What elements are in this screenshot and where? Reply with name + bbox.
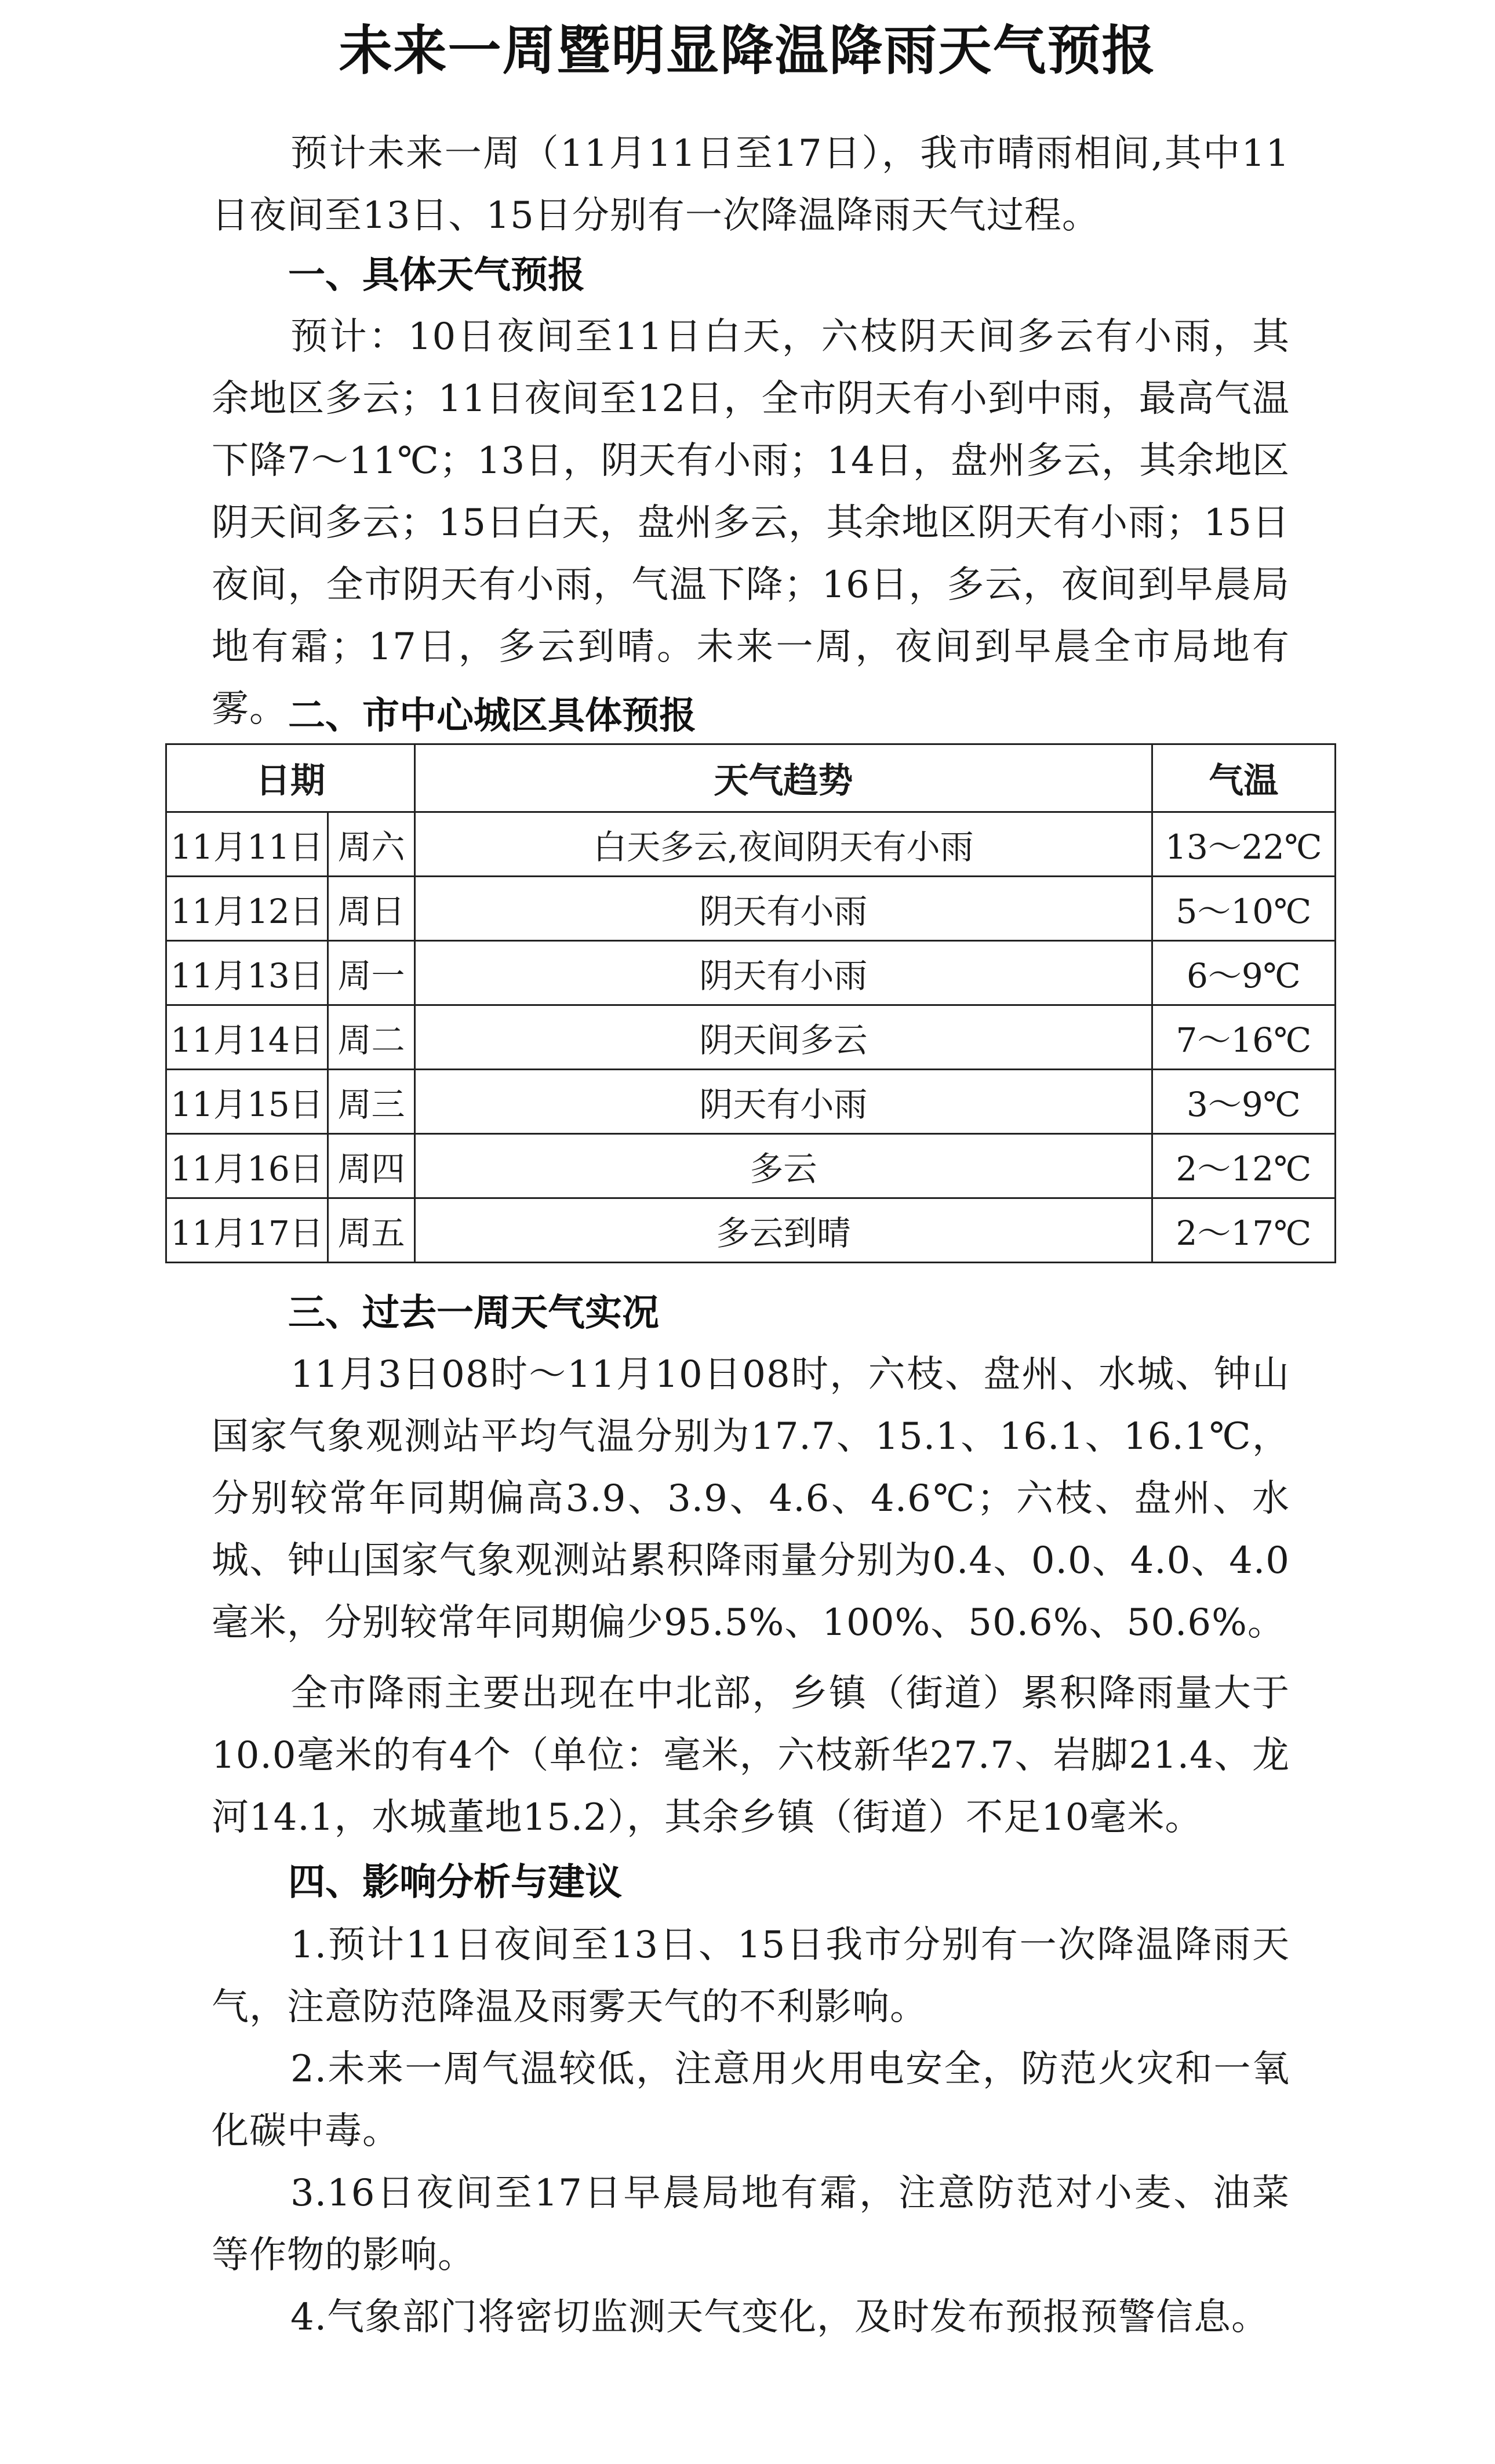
cell-trend: 阴天有小雨 xyxy=(415,941,1152,1005)
cell-weekday: 周四 xyxy=(328,1134,414,1198)
table-row xyxy=(166,1005,1336,1070)
cell-trend: 多云到晴 xyxy=(415,1198,1152,1263)
table-row xyxy=(166,877,1336,941)
cell-weekday: 周二 xyxy=(328,1005,414,1070)
cell-trend: 阴天有小雨 xyxy=(415,1070,1152,1134)
cell-temp: 2～12℃ xyxy=(1152,1134,1335,1198)
cell-date: 11月13日 xyxy=(166,941,328,1005)
cell-weekday: 周三 xyxy=(328,1070,414,1134)
cell-weekday: 周一 xyxy=(328,941,414,1005)
section-2-heading: 二、市中心城区具体预报 xyxy=(288,695,696,737)
page-title: 未来一周暨明显降温降雨天气预报 xyxy=(339,20,1156,82)
suggestion-item-2: 2.未来一周气温较低，注意用火用电安全，防范火灾和一氧化碳中毒。 xyxy=(212,2048,1290,2153)
cell-weekday: 周五 xyxy=(328,1198,414,1263)
cell-date: 11月15日 xyxy=(166,1070,328,1134)
table-row xyxy=(166,1070,1336,1134)
header-temp: 气温 xyxy=(1152,744,1335,812)
cell-weekday: 周六 xyxy=(328,812,414,877)
cell-trend: 多云 xyxy=(415,1134,1152,1198)
cell-date: 11月17日 xyxy=(166,1198,328,1263)
table-row xyxy=(166,941,1336,1005)
section-3-heading: 三、过去一周天气实况 xyxy=(288,1292,659,1335)
cell-trend: 阴天有小雨 xyxy=(415,877,1152,941)
cell-temp: 3～9℃ xyxy=(1152,1070,1335,1134)
cell-date: 11月16日 xyxy=(166,1134,328,1198)
cell-trend: 白天多云,夜间阴天有小雨 xyxy=(415,812,1152,877)
cell-date: 11月11日 xyxy=(166,812,328,877)
cell-date: 11月14日 xyxy=(166,1005,328,1070)
section-1-heading: 一、具体天气预报 xyxy=(288,254,585,297)
forecast-table xyxy=(165,743,1336,1263)
cell-trend: 阴天间多云 xyxy=(415,1005,1152,1070)
cell-weekday: 周日 xyxy=(328,877,414,941)
cell-temp: 13～22℃ xyxy=(1152,812,1335,877)
cell-temp: 5～10℃ xyxy=(1152,877,1335,941)
table-row xyxy=(166,1134,1336,1198)
table-header-row xyxy=(166,744,1336,812)
section-3-paragraph-2: 全市降雨主要出现在中北部，乡镇（街道）累积降雨量大于10.0毫米的有4个（单位：毫米，六枝新华27.7、岩脚21.4、龙河14.1，水城董地15.2），其余乡镇（街道）不足10毫米。 xyxy=(212,1672,1290,1839)
cell-temp: 7～16℃ xyxy=(1152,1005,1335,1070)
section-1-body: 预计：10日夜间至11日白天，六枝阴天间多云有小雨，其余地区多云；11日夜间至12日，全市阴天有小到中雨，最高气温下降7～11℃；13日，阴天有小雨；14日，盘州多云，其余地区阴天间多云；15日白天，盘州多云，其余地区阴天有小雨；15日夜间，全市阴天有小雨，气温下降；16日，多云，夜间到早晨局地有霜；17日，多云到晴。未来一周，夜间到早晨全市局地有雾。 xyxy=(212,315,1290,731)
section-3-paragraph-1: 11月3日08时～11月10日08时，六枝、盘州、水城、钟山国家气象观测站平均气温分别为17.7、15.1、16.1、16.1℃，分别较常年同期偏高3.9、3.9、4.6、4.6℃；六枝、盘州、水城、钟山国家气象观测站累积降雨量分别为0.4、0.0、4.0、4.0毫米，分别较常年同期偏少95.5%、100%、50.6%、50.6%。 xyxy=(212,1353,1290,1644)
cell-temp: 2～17℃ xyxy=(1152,1198,1335,1263)
intro-paragraph: 预计未来一周（11月11日至17日），我市晴雨相间,其中11日夜间至13日、15日分别有一次降温降雨天气过程。 xyxy=(212,132,1290,237)
table-row xyxy=(166,812,1336,877)
cell-temp: 6～9℃ xyxy=(1152,941,1335,1005)
suggestion-item-1: 1.预计11日夜间至13日、15日我市分别有一次降温降雨天气，注意防范降温及雨雾天气的不利影响。 xyxy=(212,1924,1290,2029)
cell-date: 11月12日 xyxy=(166,877,328,941)
section-4-heading: 四、影响分析与建议 xyxy=(288,1861,622,1904)
table-row xyxy=(166,1198,1336,1263)
suggestion-item-3: 3.16日夜间至17日早晨局地有霜，注意防范对小麦、油菜等作物的影响。 xyxy=(212,2172,1290,2277)
header-date: 日期 xyxy=(166,744,415,812)
header-trend: 天气趋势 xyxy=(415,744,1152,812)
suggestion-item-4: 4.气象部门将密切监测天气变化，及时发布预报预警信息。 xyxy=(290,2296,1270,2339)
